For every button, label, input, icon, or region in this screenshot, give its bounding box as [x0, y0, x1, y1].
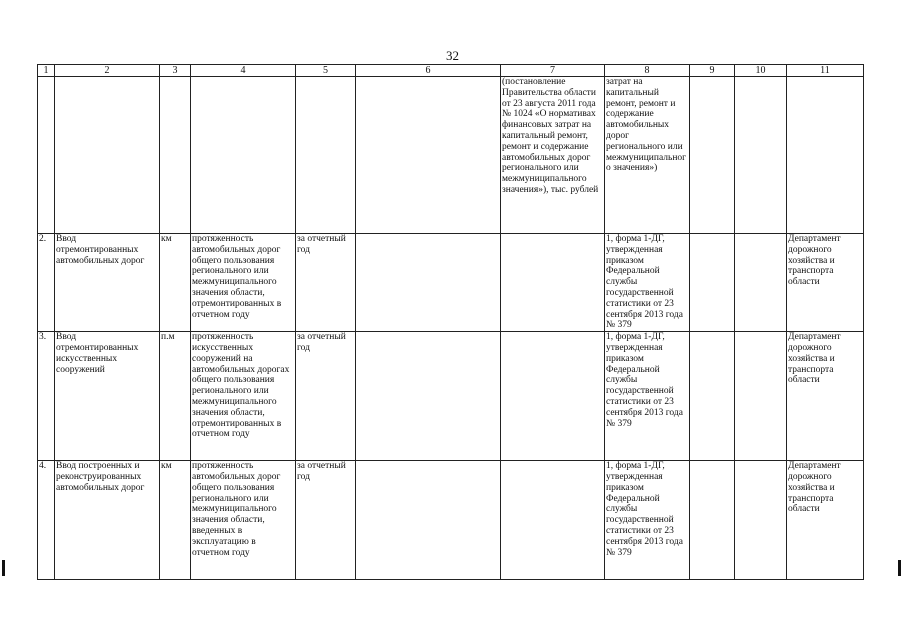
period-cell: за отчетный год	[296, 332, 356, 461]
column-number: 5	[296, 65, 356, 77]
table-row	[38, 234, 864, 332]
column-number: 7	[501, 65, 605, 77]
unit-cell: км	[160, 234, 191, 332]
right-scan-mark	[898, 560, 901, 576]
row-number-cell: 3.	[38, 332, 55, 461]
column-9-cell	[690, 332, 735, 461]
method-cell	[356, 77, 501, 234]
definition-cell: протяженность автомобильных дорог общего пользования регионального или межмуниципального значения области, отремонтированных в отчетном году	[191, 234, 296, 332]
column-number: 2	[55, 65, 160, 77]
column-number: 11	[787, 65, 864, 77]
indicators-cell	[501, 332, 605, 461]
column-number: 9	[690, 65, 735, 77]
indicator-table	[37, 64, 864, 580]
column-number: 6	[356, 65, 501, 77]
table-row	[38, 332, 864, 461]
unit-cell	[160, 77, 191, 234]
column-number: 8	[605, 65, 690, 77]
row-number-cell: 4.	[38, 461, 55, 580]
method-cell	[356, 234, 501, 332]
column-10-cell	[735, 234, 787, 332]
column-number: 1	[38, 65, 55, 77]
indicators-cell: (постановление Правительства области от 23 августа 2011 года № 1024 «О нормативах финансовых затрат на капитальный ремонт, ремонт и содержание автомобильных дорог регионального или межмуниципального значения»), тыс. рублей	[501, 77, 605, 234]
unit-cell: км	[160, 461, 191, 580]
source-cell: 1, форма 1-ДГ, утвержденная приказом Федеральной службы государственной статистики от 23 сентября 2013 года № 379	[605, 234, 690, 332]
indicators-cell	[501, 461, 605, 580]
column-number: 3	[160, 65, 191, 77]
responsible-cell: Департамент дорожного хозяйства и транспорта области	[787, 332, 864, 461]
row-number-cell	[38, 77, 55, 234]
unit-cell: п.м	[160, 332, 191, 461]
column-number: 4	[191, 65, 296, 77]
responsible-cell: Департамент дорожного хозяйства и транспорта области	[787, 461, 864, 580]
column-number-row	[38, 65, 864, 77]
definition-cell: протяженность автомобильных дорог общего пользования регионального или межмуниципального значения области, введенных в эксплуатацию в отчетном году	[191, 461, 296, 580]
method-cell	[356, 461, 501, 580]
responsible-cell	[787, 77, 864, 234]
column-9-cell	[690, 461, 735, 580]
period-cell: за отчетный год	[296, 461, 356, 580]
method-cell	[356, 332, 501, 461]
column-10-cell	[735, 332, 787, 461]
page-number: 32	[446, 48, 459, 63]
column-10-cell	[735, 77, 787, 234]
indicator-name-cell	[55, 77, 160, 234]
definition-cell	[191, 77, 296, 234]
source-cell: 1, форма 1-ДГ, утвержденная приказом Федеральной службы государственной статистики от 23 сентября 2013 года № 379	[605, 461, 690, 580]
left-scan-mark	[2, 560, 5, 576]
column-10-cell	[735, 461, 787, 580]
table-row	[38, 461, 864, 580]
column-9-cell	[690, 77, 735, 234]
indicator-name-cell: Ввод построенных и реконструированных автомобильных дорог	[55, 461, 160, 580]
table-row	[38, 77, 864, 234]
indicator-name-cell: Ввод отремонтированных автомобильных дорог	[55, 234, 160, 332]
column-9-cell	[690, 234, 735, 332]
source-cell: затрат на капитальный ремонт, ремонт и содержание автомобильных дорог регионального или межмуниципального значения»)	[605, 77, 690, 234]
column-number: 10	[735, 65, 787, 77]
indicator-name-cell: Ввод отремонтированных искусственных сооружений	[55, 332, 160, 461]
period-cell	[296, 77, 356, 234]
period-cell: за отчетный год	[296, 234, 356, 332]
responsible-cell: Департамент дорожного хозяйства и транспорта области	[787, 234, 864, 332]
row-number-cell: 2.	[38, 234, 55, 332]
indicators-cell	[501, 234, 605, 332]
source-cell: 1, форма 1-ДГ, утвержденная приказом Федеральной службы государственной статистики от 23 сентября 2013 года № 379	[605, 332, 690, 461]
definition-cell: протяженность искусственных сооружений на автомобильных дорогах общего пользования регионального или межмуниципального значения области, отремонтированных в отчетном году	[191, 332, 296, 461]
